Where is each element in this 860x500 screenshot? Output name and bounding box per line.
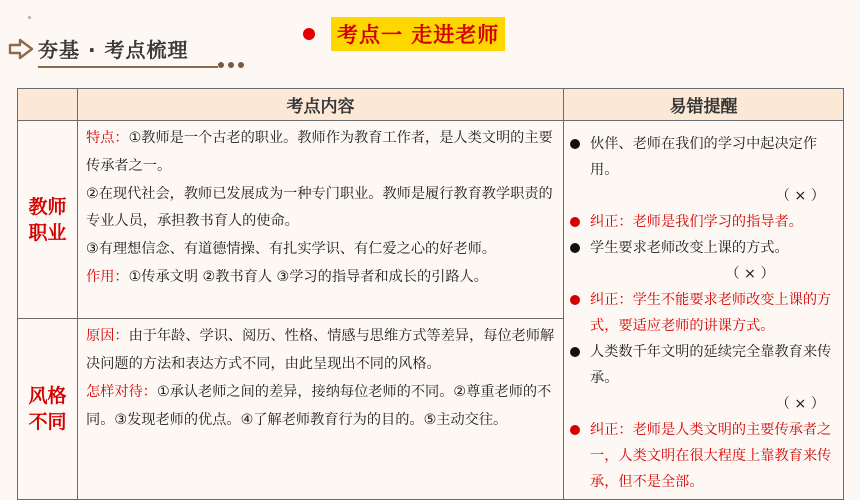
red-bullet-icon bbox=[303, 28, 315, 40]
correction-item: 纠正：老师是人类文明的主要传承者之一，人类文明在很大程度上靠教育来传承，但不是全部。 bbox=[570, 417, 839, 495]
decorative-dot bbox=[28, 16, 31, 19]
content-line: 原因：由于年龄、学识、阅历、性格、情感与思维方式等差异，每位老师解决问题的方法和表达方式不同，由此呈现出不同的风格。 bbox=[86, 328, 555, 373]
section-title: 夯基 · 考点梳理 bbox=[38, 38, 189, 62]
content-line: ③有理想信念、有道德情操、有扎实学识、有仁爱之心的好老师。 bbox=[86, 241, 496, 258]
content-cell bbox=[78, 121, 564, 319]
reminder-item: 人类数千年文明的延续完全靠教育来传承。 （ × ） bbox=[570, 339, 839, 417]
bullet-icon bbox=[570, 425, 580, 435]
correction-item: 纠正：学生不能要求老师改变上课的方式，要适应老师的讲课方式。 bbox=[570, 287, 839, 339]
reminder-item: 学生要求老师改变上课的方式。 （ × ） bbox=[570, 235, 839, 287]
topic-heading bbox=[303, 17, 505, 51]
content-cell bbox=[78, 319, 564, 500]
knowledge-table bbox=[17, 88, 844, 500]
ellipsis-icon bbox=[218, 62, 244, 68]
table-header-row bbox=[18, 89, 844, 121]
row-label: 风格不同 bbox=[18, 319, 78, 500]
content-line: 作用：①传承文明 ②教书育人 ③学习的指导者和成长的引路人。 bbox=[86, 268, 488, 285]
correction-item: 纠正：老师是我们学习的指导者。 bbox=[570, 209, 839, 235]
bullet-icon bbox=[570, 139, 580, 149]
row-label: 教师职业 bbox=[18, 121, 78, 319]
bullet-icon bbox=[570, 295, 580, 305]
topic-title: 考点一 走进老师 bbox=[331, 17, 505, 51]
column-header: 易错提醒 bbox=[564, 89, 844, 121]
table-row bbox=[18, 121, 844, 319]
column-header: 考点内容 bbox=[78, 89, 564, 121]
section-header bbox=[8, 34, 189, 63]
header-underline bbox=[38, 66, 218, 68]
arrow-right-icon bbox=[8, 37, 34, 61]
column-header bbox=[18, 89, 78, 121]
bullet-icon bbox=[570, 217, 580, 227]
bullet-icon bbox=[570, 347, 580, 357]
content-line: 特点：①教师是一个古老的职业。教师作为教育工作者，是人类文明的主要传承者之一。 bbox=[86, 130, 553, 174]
reminder-cell bbox=[564, 121, 844, 500]
content-line: ②在现代社会，教师已发展成为一种专门职业。教师是履行教育教学职责的专业人员，承担教书育人的使命。 bbox=[86, 185, 553, 230]
bullet-icon bbox=[570, 243, 580, 253]
content-line: 怎样对待：①承认老师之间的差异，接纳每位老师的不同。②尊重老师的不同。③发现老师的优点。④了解老师教育行为的目的。⑤主动交往。 bbox=[86, 383, 552, 428]
reminder-item: 伙伴、老师在我们的学习中起决定作用。 （ × ） bbox=[570, 131, 839, 209]
